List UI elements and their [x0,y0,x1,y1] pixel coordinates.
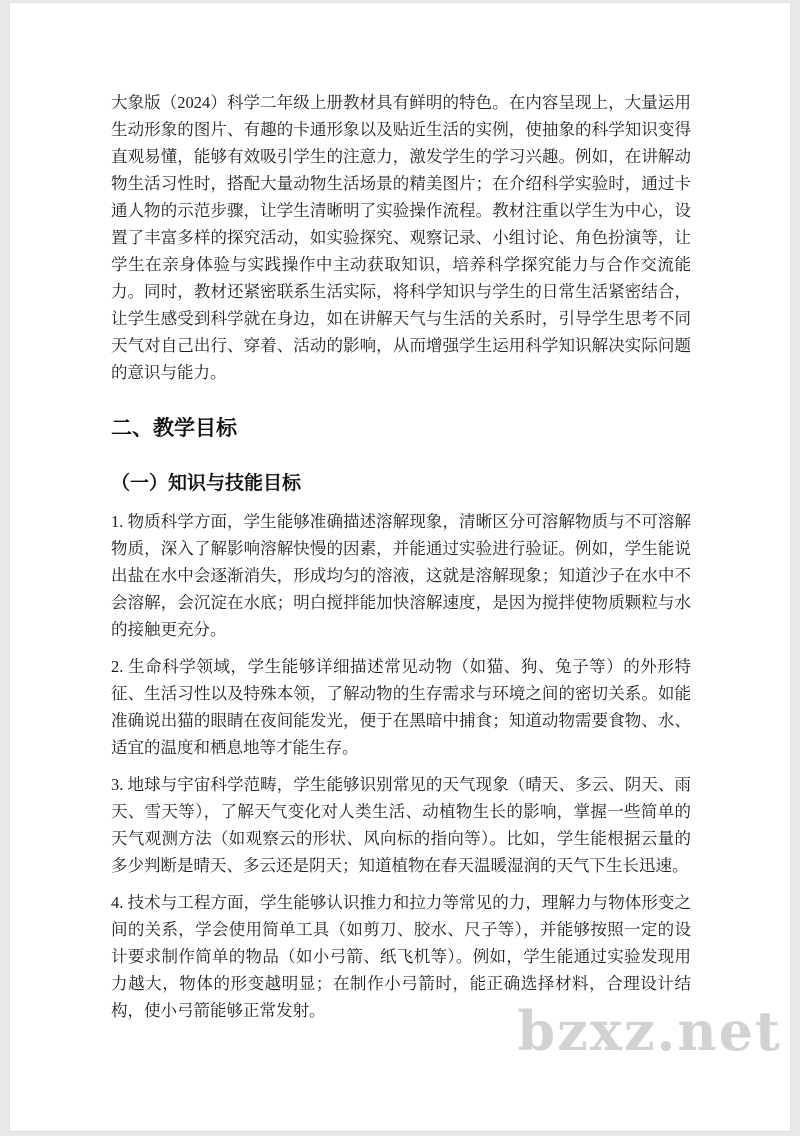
document-page [9,2,791,1132]
subsection-heading: （一）知识与技能目标 [111,473,302,494]
objective-paragraph-4: 4. 技术与工程方面，学生能够认识推力和拉力等常见的力，理解力与物体形变之间的关系，学会使用简单工具（如剪刀、胶水、尺子等），并能够按照一定的设计要求制作简单的物品（如小弓箭、纸飞机等）。例如，学生能通过实验发现用力越大，物体的形变越明显；在制作小弓箭时，能正确选择材料，合理设计结构，使小弓箭能够正常发射。 [111,893,691,1020]
objective-paragraph-3: 3. 地球与宇宙科学范畴，学生能够识别常见的天气现象（晴天、多云、阴天、雨天、雪天等），了解天气变化对人类生活、动植物生长的影响，掌握一些简单的天气观测方法（如观察云的形状、风向标的指向等）。比如，学生能根据云量的多少判断是晴天、多云还是阴天；知道植物在春天温暖湿润的天气下生长迅速。 [111,775,691,875]
section-heading: 二、教学目标 [111,417,237,440]
watermark: bzxz.net [517,999,782,1063]
page-content [111,89,691,1024]
objective-paragraph-2: 2. 生命科学领域，学生能够详细描述常见动物（如猫、狗、兔子等）的外形特征、生活习性以及特殊本领，了解动物的生存需求与环境之间的密切关系。如能准确说出猫的眼睛在夜间能发光，便于在黑暗中捕食；知道动物需要食物、水、适宜的温度和栖息地等才能生存。 [111,657,691,757]
intro-paragraph: 大象版（2024）科学二年级上册教材具有鲜明的特色。在内容呈现上，大量运用生动形象的图片、有趣的卡通形象以及贴近生活的实例，使抽象的科学知识变得直观易懂，能够有效吸引学生的注意力，激发学生的学习兴趣。例如，在讲解动物生活习性时，搭配大量动物生活场景的精美图片；在介绍科学实验时，通过卡通人物的示范步骤，让学生清晰明了实验操作流程。教材注重以学生为中心，设置了丰富多样的探究活动，如实验探究、观察记录、小组讨论、角色扮演等，让学生在亲身体验与实践操作中主动获取知识，培养科学探究能力与合作交流能力。同时，教材还紧密联系生活实际，将科学知识与学生的日常生活紧密结合，让学生感受到科学就在身边，如在讲解天气与生活的关系时，引导学生思考不同天气对自己出行、穿着、活动的影响，从而增强学生运用科学知识解决实际问题的意识与能力。 [111,93,691,382]
objective-paragraph-1: 1. 物质科学方面，学生能够准确描述溶解现象，清晰区分可溶解物质与不可溶解物质，深入了解影响溶解快慢的因素，并能通过实验进行验证。例如，学生能说出盐在水中会逐渐消失，形成均匀的溶液，这就是溶解现象；知道沙子在水中不会溶解，会沉淀在水底；明白搅拌能加快溶解速度，是因为搅拌使物质颗粒与水的接触更充分。 [111,512,691,639]
